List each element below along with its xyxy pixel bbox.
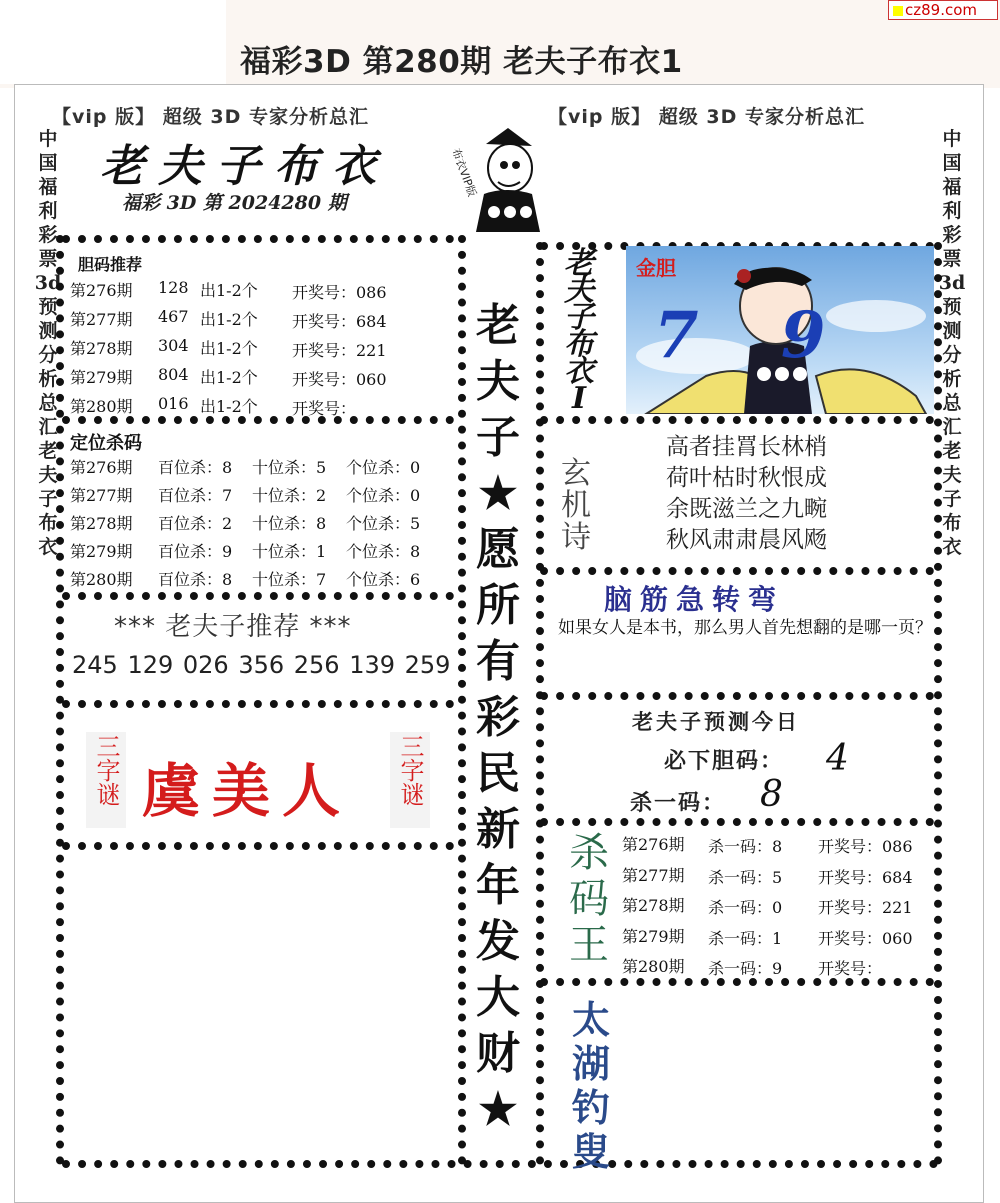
golden-title-char: 布	[564, 327, 594, 362]
golden-picture	[626, 246, 934, 414]
star-icon: ★	[478, 1084, 518, 1135]
ding-wei-ge: 个位杀：0	[346, 458, 421, 477]
ding-wei-bai: 百位杀：7	[158, 486, 233, 505]
header-blank-area	[0, 0, 226, 84]
page-title: 福彩3D 第280期 老夫子布衣1	[240, 44, 683, 80]
slogan-char: 所	[476, 580, 520, 631]
divider-riddle-blank	[62, 842, 454, 850]
side-char: 彩	[942, 224, 962, 246]
side-char: 测	[942, 320, 962, 342]
kill-king-result: 开奖号：	[818, 959, 883, 978]
slogan-char: 夫	[476, 356, 520, 407]
dan-ma-note: 出1-2个	[200, 310, 258, 329]
side-char: 总	[38, 392, 58, 414]
dan-ma-period: 第279期	[70, 368, 133, 387]
kill-king-kill: 杀一码：8	[708, 837, 783, 856]
divider-teaser-today	[540, 692, 934, 700]
kill-king-kill: 杀一码：5	[708, 867, 783, 887]
kill-king-kill: 杀一码：0	[708, 898, 783, 917]
divider-rec-riddle	[62, 700, 454, 708]
poem-line: 高者挂罥长林梢	[666, 434, 827, 460]
dan-ma-period: 第276期	[70, 281, 133, 300]
slogan-char: 子	[476, 412, 520, 463]
poem-label-char: 玄	[561, 456, 591, 491]
poem-lines	[666, 432, 827, 556]
divider-dan-ding	[62, 416, 454, 424]
dan-ma-note: 出1-2个	[200, 281, 258, 300]
side-char: 子	[942, 488, 962, 510]
golden-badge: 金胆	[636, 256, 676, 280]
riddle-label-text: 三字谜	[396, 734, 424, 806]
ding-wei-shi: 十位杀：5	[252, 458, 327, 477]
dan-ma-code: 016	[158, 394, 189, 413]
kill-king-char: 码	[569, 876, 609, 922]
vip-header-left: 【vip 版】 超级 3D 专家分析总汇	[52, 106, 369, 128]
side-char: 3d	[34, 272, 62, 294]
border-right	[934, 242, 942, 1165]
poem-line: 余既滋兰之九畹	[666, 496, 827, 522]
kill-king-kill: 杀一码：1	[708, 928, 783, 948]
ding-wei-bai: 百位杀：2	[158, 514, 233, 533]
side-char: 析	[38, 368, 58, 390]
ding-wei-period: 第278期	[70, 514, 133, 533]
dan-ma-result: 开奖号：	[292, 399, 357, 418]
golden-title-char: 子	[564, 300, 594, 335]
center-slogan	[466, 298, 530, 1138]
side-char: 3d	[938, 272, 966, 294]
cartoon-character-icon	[436, 120, 556, 232]
divider-poem-teaser	[540, 567, 934, 575]
dan-ma-result: 开奖号：060	[292, 370, 387, 389]
brain-teaser-title: 脑筋急转弯	[604, 583, 785, 616]
riddle-label-right	[390, 732, 430, 828]
main-title: 老夫子布衣	[100, 141, 390, 192]
divider-top-left	[62, 235, 454, 243]
side-char: 汇	[942, 416, 962, 438]
side-char: 老	[38, 440, 58, 462]
side-char: 子	[38, 488, 58, 510]
side-char: 老	[942, 440, 962, 462]
dan-ma-result: 开奖号：221	[292, 341, 387, 360]
dan-ma-result: 开奖号：086	[292, 283, 387, 302]
divider-bottom	[62, 1160, 938, 1168]
side-char: 分	[942, 344, 962, 366]
dan-ma-title: 胆码推荐	[78, 255, 143, 274]
kill-king-period: 第279期	[622, 926, 685, 946]
taihu-char: 钓	[571, 1085, 610, 1130]
ding-wei-shi: 十位杀：8	[252, 514, 327, 533]
kill-king-label	[566, 830, 612, 968]
side-char: 票	[38, 248, 58, 270]
side-char: 测	[38, 320, 58, 342]
today-dan-value: 4	[826, 738, 849, 779]
site-badge[interactable]: cz89.com	[888, 0, 998, 20]
ding-wei-period: 第279期	[70, 542, 133, 561]
side-char: 利	[942, 200, 962, 222]
border-center-right	[536, 242, 544, 1165]
divider-today-kill	[540, 818, 934, 826]
today-kill-value: 8	[760, 774, 783, 815]
side-char: 中	[38, 128, 58, 150]
taihu-char: 太	[571, 997, 610, 1042]
kill-king-char: 王	[569, 922, 609, 968]
dan-ma-period: 第277期	[70, 310, 133, 329]
divider-ding-rec	[62, 592, 454, 600]
star-icon: ★	[478, 468, 518, 519]
kill-king-kill: 杀一码：9	[708, 959, 783, 978]
taihu-label	[566, 998, 616, 1174]
side-char: 衣	[942, 536, 962, 558]
today-title: 老夫子预测今日	[632, 710, 800, 734]
ding-wei-bai: 百位杀：9	[158, 542, 233, 561]
side-char: 预	[38, 296, 58, 318]
side-char: 分	[38, 344, 58, 366]
slogan-char: 民	[476, 748, 520, 799]
side-char: 国	[38, 152, 58, 174]
kill-king-result: 开奖号：086	[818, 837, 913, 856]
dan-ma-note: 出1-2个	[200, 397, 258, 416]
dan-ma-period: 第280期	[70, 397, 133, 416]
golden-title-char: 老	[564, 246, 594, 281]
poem-line: 荷叶枯时秋恨成	[666, 465, 827, 491]
dan-ma-code: 128	[158, 278, 189, 297]
kill-king-result: 开奖号：221	[818, 898, 913, 917]
slogan-char: 老	[476, 300, 520, 351]
ding-wei-title: 定位杀码	[70, 433, 142, 454]
side-char: 彩	[38, 224, 58, 246]
riddle-label-left	[86, 732, 126, 828]
recommend-title: *** 老夫子推荐 ***	[114, 612, 352, 642]
slogan-char: 发	[476, 916, 520, 967]
ding-wei-ge: 个位杀：8	[346, 542, 421, 561]
today-kill-label: 杀一码：	[630, 791, 727, 816]
dan-ma-result: 开奖号：684	[292, 312, 387, 331]
dan-ma-period: 第278期	[70, 339, 133, 358]
kill-king-period: 第277期	[622, 865, 685, 885]
ding-wei-ge: 个位杀：5	[346, 514, 421, 533]
golden-numbers: 7 9	[654, 298, 856, 373]
ding-wei-bai: 百位杀：8	[158, 458, 233, 477]
issue-line: 福彩 3D 第 2024280 期	[122, 192, 347, 214]
side-char: 夫	[38, 464, 58, 486]
poem-line: 秋风肃肃晨风飏	[666, 527, 827, 553]
kill-king-period: 第276期	[622, 835, 685, 854]
border-left	[56, 235, 64, 1165]
side-char: 票	[942, 248, 962, 270]
recommend-numbers: 245 129 026 356 256 139 259	[72, 651, 451, 679]
kill-king-char: 杀	[569, 830, 609, 876]
side-char: 福	[38, 176, 58, 198]
ding-wei-period: 第277期	[70, 486, 133, 505]
side-char: 中	[942, 128, 962, 150]
ding-wei-period: 第280期	[70, 570, 133, 589]
side-char: 衣	[38, 536, 58, 558]
slogan-char: 年	[476, 860, 520, 911]
side-char: 汇	[38, 416, 58, 438]
ding-wei-period: 第276期	[70, 458, 133, 477]
slogan-char: 愿	[476, 524, 520, 575]
kill-king-result: 开奖号：684	[818, 867, 913, 887]
kill-king-result: 开奖号：060	[818, 928, 913, 948]
side-char: 夫	[942, 464, 962, 486]
golden-title-char: I	[571, 381, 587, 416]
golden-vertical-title	[556, 246, 602, 416]
ding-wei-shi: 十位杀：2	[252, 486, 327, 505]
kill-king-period: 第278期	[622, 896, 685, 915]
ding-wei-ge: 个位杀：0	[346, 486, 421, 505]
side-char: 析	[942, 368, 962, 390]
ding-wei-bai: 百位杀：8	[158, 570, 233, 589]
kill-king-period: 第280期	[622, 957, 685, 976]
slogan-char: 大	[476, 972, 520, 1023]
border-center-left	[458, 235, 466, 1165]
ding-wei-shi: 十位杀：7	[252, 570, 327, 589]
cartoon-tag: 布衣VIP版	[449, 146, 479, 199]
poem-label	[556, 458, 596, 554]
side-char: 布	[38, 512, 58, 534]
brain-teaser-question: 如果女人是本书，那么男人首先想翻的是哪一页？	[558, 618, 932, 638]
ding-wei-ge: 个位杀：6	[346, 570, 421, 589]
badge-square-icon	[893, 6, 903, 16]
taihu-char: 叟	[571, 1129, 610, 1174]
dan-ma-note: 出1-2个	[200, 368, 258, 387]
golden-title-char: 衣	[564, 354, 594, 389]
dan-ma-code: 467	[158, 307, 189, 326]
side-char: 预	[942, 296, 962, 318]
slogan-char: 有	[476, 636, 520, 687]
slogan-char: 彩	[476, 692, 520, 743]
vip-header-right: 【vip 版】 超级 3D 专家分析总汇	[548, 106, 865, 128]
riddle-answer: 虞美人	[142, 757, 353, 825]
taihu-char: 湖	[571, 1041, 610, 1086]
today-dan-label: 必下胆码：	[664, 749, 785, 774]
side-char: 布	[942, 512, 962, 534]
dan-ma-code: 804	[158, 365, 189, 384]
riddle-label-text: 三字谜	[92, 734, 120, 806]
poem-label-char: 机	[561, 488, 591, 523]
dan-ma-note: 出1-2个	[200, 339, 258, 358]
poem-label-char: 诗	[561, 520, 591, 555]
side-char: 国	[942, 152, 962, 174]
slogan-char: 新	[476, 804, 520, 855]
side-char: 总	[942, 392, 962, 414]
slogan-char: 财	[476, 1028, 520, 1079]
divider-kill-taihu	[540, 978, 934, 986]
divider-gold-poem	[540, 416, 934, 424]
dan-ma-code: 304	[158, 336, 189, 355]
side-char: 福	[942, 176, 962, 198]
golden-title-char: 夫	[564, 273, 594, 308]
ding-wei-shi: 十位杀：1	[252, 542, 327, 561]
side-char: 利	[38, 200, 58, 222]
